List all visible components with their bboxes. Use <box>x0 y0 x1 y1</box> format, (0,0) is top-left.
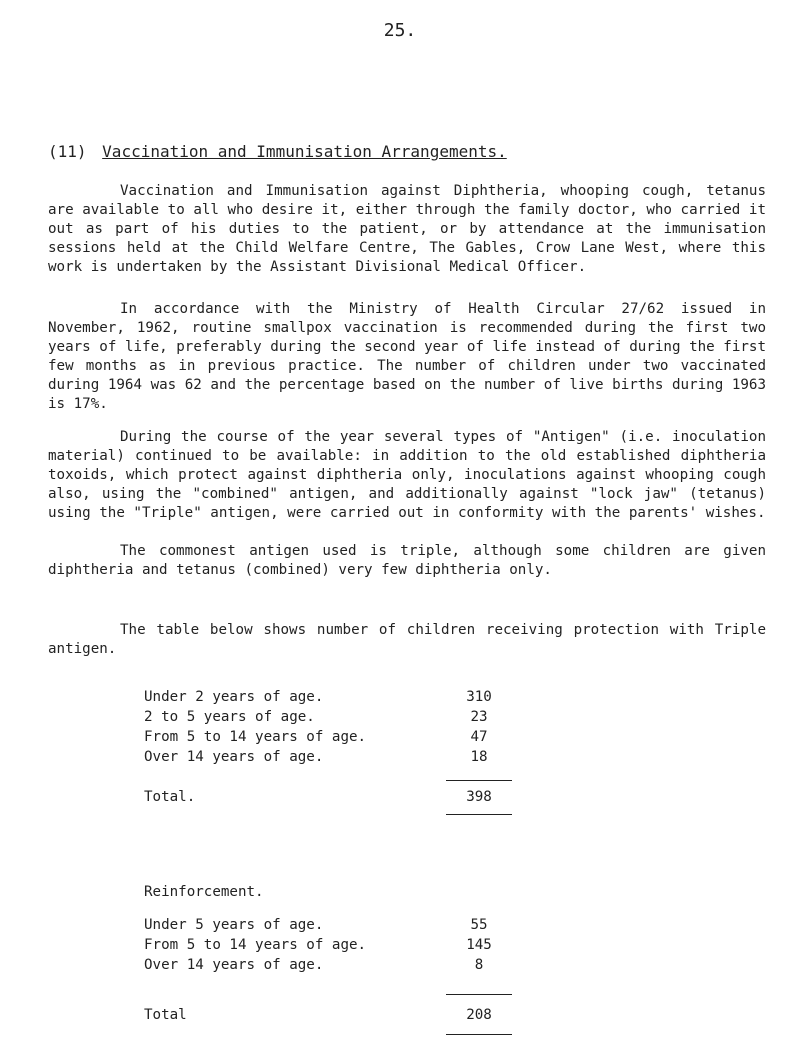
section-heading <box>48 142 507 161</box>
total-label: Total <box>144 1007 187 1023</box>
row-value: 23 <box>470 709 488 725</box>
total-rule-top <box>446 994 512 995</box>
row-label: Under 5 years of age. <box>144 917 324 933</box>
total-rule-top <box>446 780 512 781</box>
row-value: 55 <box>470 917 488 933</box>
paragraph-smallpox: In accordance with the Ministry of Health Circular 27/62 issued in November, 1962, routine smallpox vaccination is recommended during the first two years of life, preferably during the second year of life instead of during the first few months as in previous practice. The number of children under two vaccinated during 1964 was 62 and the percentage based on the number of live births during 1963 is 17%. <box>48 301 766 412</box>
total-row <box>144 788 514 807</box>
page-number: 25. <box>383 20 417 41</box>
total-value: 398 <box>466 789 492 805</box>
paragraph-availability: Vaccination and Immunisation against Diphtheria, whooping cough, tetanus are available to all who desire it, either through the family doctor, who carried it out as part of his duties to the patient, or by attendance at the immunisation sessions held at the Child Welfare Centre, The Gables, Crow Lane West, where this work is undertaken by the Assistant Divisional Medical Officer. <box>48 183 766 275</box>
table-row <box>144 748 514 767</box>
row-value: 310 <box>466 689 492 705</box>
table-row <box>144 936 514 955</box>
row-value: 18 <box>470 749 488 765</box>
table-row <box>144 688 514 707</box>
paragraph-commonest-antigen: The commonest antigen used is triple, although some children are given diphtheria and tetanus (combined) very few diphtheria only. <box>48 543 766 578</box>
paragraph-antigen-types: During the course of the year several types of "Antigen" (i.e. inoculation material) continued to be available: in addition to the old established diphtheria toxoids, which protect against diphtheria only, inoculations against whooping cough also, using the "combined" antigen, and additionally against "lock jaw" (tetanus) using the "Triple" antigen, were carried out in conformity with the parents' wishes. <box>48 429 766 521</box>
row-value: 47 <box>470 729 488 745</box>
total-rule-bottom <box>446 814 512 815</box>
total-label: Total. <box>144 789 196 805</box>
total-row <box>144 1006 514 1025</box>
reinforcement-title: Reinforcement. <box>144 884 264 900</box>
row-label: Over 14 years of age. <box>144 749 324 765</box>
triple-antigen-table <box>144 688 514 828</box>
paragraph-table-intro: The table below shows number of children receiving protection with Triple antigen. <box>48 622 766 657</box>
row-label: From 5 to 14 years of age. <box>144 729 367 745</box>
section-number: (11) <box>48 142 87 161</box>
section-title: Vaccination and Immunisation Arrangements. <box>102 142 507 161</box>
row-label: Under 2 years of age. <box>144 689 324 705</box>
row-value: 145 <box>466 937 492 953</box>
reinforcement-table <box>144 884 514 1044</box>
row-label: 2 to 5 years of age. <box>144 709 315 725</box>
table-row <box>144 728 514 747</box>
total-rule-bottom <box>446 1034 512 1035</box>
table-row <box>144 708 514 727</box>
row-label: From 5 to 14 years of age. <box>144 937 367 953</box>
row-label: Over 14 years of age. <box>144 957 324 973</box>
total-value: 208 <box>466 1007 492 1023</box>
table-row <box>144 916 514 935</box>
table-row <box>144 956 514 975</box>
row-value: 8 <box>474 957 484 973</box>
